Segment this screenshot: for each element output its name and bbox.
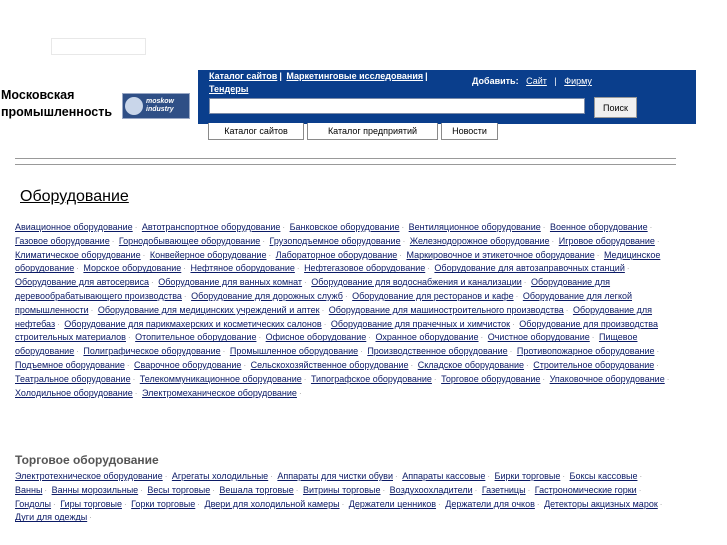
category-link[interactable]: Авиационное оборудование <box>15 222 133 232</box>
site-title: Московская промышленность <box>1 88 113 119</box>
category-link[interactable]: Держатели ценников <box>348 498 437 509</box>
separator-dot: · <box>427 264 430 274</box>
separator-dot: · <box>134 223 138 232</box>
category-link[interactable]: Игровое оборудование <box>558 235 655 246</box>
category-link[interactable]: Оборудование для автозаправочных станций <box>434 263 625 274</box>
globe-icon <box>125 97 143 115</box>
category-link[interactable]: Электротехническое оборудование <box>15 471 163 481</box>
divider <box>15 164 676 165</box>
add-firm-link[interactable]: Фирму <box>564 76 592 86</box>
category-link[interactable]: Производственное оборудование <box>367 346 508 357</box>
separator-dot: · <box>142 250 146 260</box>
top-links: Каталог сайтов | Маркетинговые исследования | Тендеры <box>209 71 428 94</box>
separator-dot: · <box>282 223 286 232</box>
category-link[interactable]: Оборудование для ванных комнат <box>158 277 303 288</box>
site-logo[interactable] <box>122 93 190 119</box>
separator-dot: · <box>596 250 600 260</box>
category-link[interactable]: Противопожарное оборудование <box>516 346 655 357</box>
separator-dot: · <box>89 513 92 523</box>
separator-dot: · <box>401 223 405 232</box>
logo-text: moskow industry <box>146 98 175 113</box>
section-title[interactable]: Оборудование <box>20 188 129 205</box>
category-link[interactable]: Вешала торговые <box>219 484 294 495</box>
separator-dot: · <box>512 319 515 329</box>
category-link[interactable]: Упаковочное оборудование <box>549 373 665 384</box>
top-link-marketing[interactable]: Маркетинговые исследования <box>286 71 424 81</box>
separator-dot: · <box>433 374 437 384</box>
category-link[interactable]: Агрегаты холодильные <box>171 471 269 481</box>
category-link[interactable]: Грузоподъемное оборудование <box>269 235 401 246</box>
separator-dot: · <box>562 472 566 481</box>
separator-dot: · <box>480 333 484 343</box>
category-link[interactable]: Железнодорожное оборудование <box>409 235 550 246</box>
separator-dot: · <box>515 291 519 301</box>
category-link[interactable]: Пищевое оборудование <box>15 332 638 357</box>
separator-dot: · <box>164 472 168 481</box>
separator-dot: · <box>382 485 386 495</box>
tab-enterprise-catalog[interactable]: Каталог предприятий <box>307 123 438 140</box>
separator-dot: · <box>57 319 60 329</box>
category-link[interactable]: Морское оборудование <box>83 263 182 274</box>
category-link[interactable]: Автотранспортное оборудование <box>141 222 281 232</box>
category-link[interactable]: Отопительное оборудование <box>135 332 257 343</box>
equipment-links <box>15 221 680 400</box>
separator-dot: · <box>542 223 546 232</box>
separator-dot: · <box>126 360 130 370</box>
separator-dot: · <box>76 347 79 357</box>
add-label: Добавить: <box>472 76 519 86</box>
category-link[interactable]: Горнодобывающее оборудование <box>118 235 261 246</box>
separator-dot: · <box>656 347 660 357</box>
separator-dot: · <box>656 236 660 246</box>
category-link[interactable]: Оборудование для парикмахерских и косметических салонов <box>64 318 322 329</box>
separator-dot: · <box>44 485 48 495</box>
separator-dot: · <box>410 360 414 370</box>
separator-dot: · <box>565 305 569 315</box>
category-link[interactable]: Гондолы <box>15 498 52 509</box>
separator-dot: · <box>262 236 265 246</box>
category-link[interactable]: Бирки торговые <box>494 471 561 481</box>
search-button[interactable]: Поиск <box>594 97 637 118</box>
category-link[interactable]: Вентиляционное оборудование <box>408 222 541 232</box>
separator-dot: · <box>183 291 187 301</box>
separator-dot: · <box>591 333 595 343</box>
category-link[interactable]: Оборудование для машиностроительного производства <box>328 304 564 315</box>
separator-dot: · <box>368 333 371 343</box>
category-link[interactable]: Аппараты кассовые <box>402 471 486 481</box>
separator-dot: · <box>303 374 307 384</box>
separator-dot: · <box>344 291 348 301</box>
category-link[interactable]: Оборудование для водоснабжения и канализации <box>311 277 522 288</box>
separator-dot: · <box>402 236 406 246</box>
category-link[interactable]: Строительное оборудование <box>533 359 655 370</box>
search-input[interactable] <box>209 98 585 114</box>
separator-dot: · <box>474 485 478 495</box>
category-link[interactable]: Медицинское оборудование <box>15 249 661 274</box>
category-link[interactable]: Оборудование для прачечных и химчисток <box>330 318 511 329</box>
separator-dot: · <box>649 223 653 232</box>
category-link[interactable]: Оборудование для производства строительных материалов <box>15 318 658 343</box>
category-link[interactable]: Боксы кассовые <box>569 471 638 481</box>
category-link[interactable]: Оборудование для автосервиса <box>15 277 150 288</box>
category-link[interactable]: Оборудование для легкой промышленности <box>15 290 633 315</box>
separator-dot: · <box>659 499 663 509</box>
separator-dot: · <box>123 499 127 509</box>
top-blank-box <box>51 38 146 55</box>
category-link[interactable]: Дуги для одежды <box>15 512 88 523</box>
category-link[interactable]: Складское оборудование <box>417 359 525 370</box>
separator-dot: · <box>197 499 200 509</box>
separator-dot: · <box>399 250 402 260</box>
top-link-catalog[interactable]: Каталог сайтов <box>209 71 278 81</box>
separator-dot: · <box>321 305 325 315</box>
separator-dot: · <box>90 305 94 315</box>
tab-news[interactable]: Новости <box>441 123 498 140</box>
category-link[interactable]: Сельскохозяйственное оборудование <box>250 359 409 370</box>
category-link[interactable]: Военное оборудование <box>549 222 648 232</box>
top-link-tenders[interactable]: Тендеры <box>209 84 249 94</box>
separator-dot: · <box>296 264 300 274</box>
category-link[interactable]: Держатели для очков <box>445 498 535 509</box>
separator-dot: · <box>666 374 670 384</box>
category-link[interactable]: Очистное оборудование <box>487 332 590 343</box>
category-link[interactable]: Лабораторное оборудование <box>275 249 398 260</box>
separator-dot: · <box>536 499 540 509</box>
separator-dot: · <box>270 472 273 481</box>
category-link[interactable]: Электромеханическое оборудование <box>141 387 297 398</box>
category-link[interactable]: Нефтяное оборудование <box>190 263 295 274</box>
category-link[interactable]: Маркировочное и этикеточное оборудование <box>406 249 595 260</box>
category-link[interactable]: Газовое оборудование <box>15 235 110 246</box>
separator-dot: · <box>243 360 247 370</box>
separator-dot: · <box>341 499 345 509</box>
separator-dot: · <box>323 319 327 329</box>
category-link[interactable]: Охранное оборудование <box>375 332 479 343</box>
category-link[interactable]: Торговое оборудование <box>441 373 541 384</box>
category-link[interactable]: Газетницы <box>481 484 526 495</box>
category-link[interactable]: Полиграфическое оборудование <box>83 346 221 357</box>
category-link[interactable]: Нефтегазовое оборудование <box>304 263 426 274</box>
category-link[interactable]: Офисное оборудование <box>265 332 367 343</box>
category-link[interactable]: Ванны морозильные <box>51 484 139 495</box>
separator-dot: · <box>132 374 136 384</box>
category-link[interactable]: Подъемное оборудование <box>15 359 125 370</box>
category-link[interactable]: Оборудование для дорожных служб <box>191 290 343 301</box>
category-link[interactable]: Типографское оборудование <box>310 373 432 384</box>
category-link[interactable]: Банковское оборудование <box>289 222 400 232</box>
category-link[interactable]: Оборудование для деревообрабатывающего производства <box>15 277 611 301</box>
separator-dot: · <box>295 485 299 495</box>
separator-dot: · <box>183 264 186 274</box>
separator-dot: · <box>258 333 262 343</box>
add-separator: | <box>554 76 557 86</box>
separator-dot: · <box>395 472 398 481</box>
category-link[interactable]: Холодильное оборудование <box>15 387 133 398</box>
category-link[interactable]: Телекоммуникационное оборудование <box>139 373 302 384</box>
separator-dot: · <box>76 264 79 274</box>
trade-equipment-links <box>15 470 680 525</box>
separator-dot: · <box>509 347 513 357</box>
category-link[interactable]: Гастрономические горки <box>534 484 637 495</box>
divider <box>15 158 676 159</box>
separator-dot: · <box>268 250 272 260</box>
separator-dot: · <box>298 388 302 398</box>
category-link[interactable]: Оборудование для нефтебаз <box>15 304 653 329</box>
category-link[interactable]: Гиры торговые <box>60 498 122 509</box>
separator-dot: · <box>111 236 115 246</box>
separator-dot: · <box>487 472 491 481</box>
separator-dot: · <box>304 278 307 288</box>
separator-dot: · <box>551 236 555 246</box>
category-link[interactable]: Весы торговые <box>147 484 211 495</box>
category-link[interactable]: Конвейерное оборудование <box>149 249 267 260</box>
category-link[interactable]: Воздухоохладители <box>389 484 473 495</box>
category-link[interactable]: Промышленное оборудование <box>229 346 359 357</box>
category-link[interactable]: Аппараты для чистки обуви <box>277 471 393 481</box>
category-link[interactable]: Оборудование для медицинских учреждений и аптек <box>97 304 320 315</box>
separator-dot: · <box>222 347 226 357</box>
separator-dot: · <box>127 333 131 343</box>
category-link[interactable]: Двери для холодильной камеры <box>204 498 340 509</box>
category-link[interactable]: Климатическое оборудование <box>15 249 141 260</box>
header-panel <box>198 70 696 124</box>
subsection-title: Торговое оборудование <box>15 453 159 467</box>
add-site-link[interactable]: Сайт <box>526 76 547 86</box>
category-link[interactable]: Горки торговые <box>131 498 196 509</box>
tab-site-catalog[interactable]: Каталог сайтов <box>208 123 304 140</box>
separator-dot: · <box>639 472 643 481</box>
category-link[interactable]: Ванны <box>15 484 43 495</box>
separator-dot: · <box>656 360 659 370</box>
category-link[interactable]: Театральное оборудование <box>15 373 131 384</box>
separator-dot: · <box>527 485 531 495</box>
separator-dot: · <box>53 499 56 509</box>
category-link[interactable]: Оборудование для ресторанов и кафе <box>352 290 514 301</box>
separator-dot: · <box>638 485 642 495</box>
separator-dot: · <box>542 374 546 384</box>
category-link[interactable]: Сварочное оборудование <box>134 359 242 370</box>
separator-dot: · <box>523 278 527 288</box>
separator-dot: · <box>626 264 630 274</box>
separator-dot: · <box>151 278 154 288</box>
separator-dot: · <box>134 388 138 398</box>
separator-dot: · <box>438 499 441 509</box>
add-links <box>472 76 592 86</box>
separator-dot: · <box>212 485 215 495</box>
category-link[interactable]: Витрины торговые <box>302 484 381 495</box>
separator-dot: · <box>140 485 143 495</box>
separator-dot: · <box>360 347 363 357</box>
category-link[interactable]: Детекторы акцизных марок <box>544 498 658 509</box>
separator-dot: · <box>526 360 529 370</box>
